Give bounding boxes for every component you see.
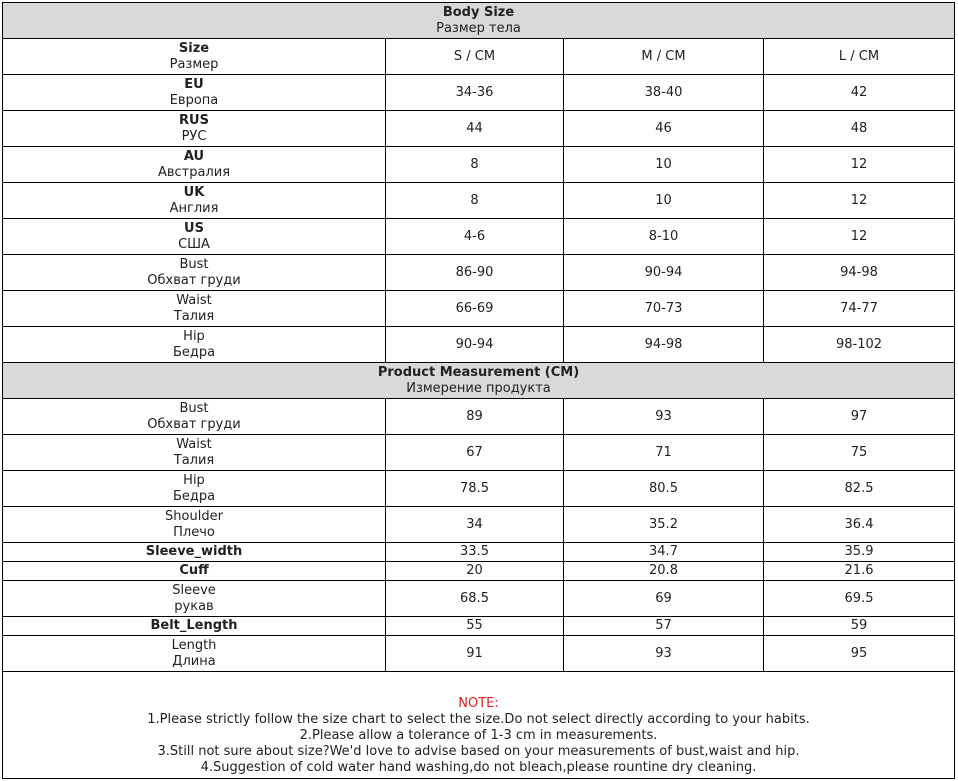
row-label-cell [3,255,386,291]
value-cell: 57 [564,617,764,636]
value-cell: 90-94 [564,255,764,291]
value-cell: 78.5 [386,471,564,507]
value-cell: 21.6 [764,562,955,581]
value-cell: 34-36 [386,75,564,111]
row-label-ru: Австралия [157,164,231,180]
row-label: Waist [176,436,212,452]
product-title: Product Measurement (CM) [377,364,580,380]
size-chart [2,2,954,779]
col-header-l: L / CM [764,39,955,75]
value-cell: 12 [764,183,955,219]
row-label: Sleeve [172,582,216,598]
note-line: 1.Please strictly follow the size chart to select the size.Do not select directly according to your habits. [147,712,810,727]
row-label-ru: Длина [172,653,216,669]
row-label-cell [3,291,386,327]
value-cell: 69 [564,581,764,617]
row-label-cell [3,636,386,672]
row-label-cell [3,435,386,471]
table-row [3,147,955,183]
value-cell: 91 [386,636,564,672]
value-cell: 8 [386,147,564,183]
row-label: Belt_Length [150,618,238,633]
row-label-ru: Талия [173,308,215,324]
value-cell: 90-94 [386,327,564,363]
table-row [3,111,955,147]
product-header-row [3,363,955,399]
row-label: Hip [183,472,205,488]
row-label-ru: рукав [174,598,214,614]
value-cell: 89 [386,399,564,435]
table-row [3,255,955,291]
value-cell: 86-90 [386,255,564,291]
value-cell: 4-6 [386,219,564,255]
row-label: Bust [179,400,209,416]
row-label: Bust [179,256,209,272]
value-cell: 35.2 [564,507,764,543]
row-label: Shoulder [165,508,223,524]
value-cell: 75 [764,435,955,471]
size-header-label: Size [178,40,210,56]
value-cell: 46 [564,111,764,147]
value-cell: 59 [764,617,955,636]
row-label: Waist [176,292,212,308]
note-title: NOTE: [458,696,499,711]
table-row [3,636,955,672]
value-cell: 33.5 [386,543,564,562]
row-label-cell [3,471,386,507]
value-cell: 82.5 [764,471,955,507]
value-cell: 66-69 [386,291,564,327]
table-row [3,219,955,255]
size-table-body [3,3,955,779]
note-line: 4.Suggestion of cold water hand washing,do not bleach,please rountine dry cleaning. [200,760,757,775]
row-label-ru: Бедра [172,344,216,360]
value-cell: 80.5 [564,471,764,507]
table-row [3,291,955,327]
table-row [3,543,955,562]
value-cell: 69.5 [764,581,955,617]
note-line: 2.Please allow a tolerance of 1-3 cm in measurements. [299,728,658,743]
row-label: EU [184,76,204,92]
value-cell: 44 [386,111,564,147]
row-label-cell [3,581,386,617]
value-cell: 12 [764,147,955,183]
table-row [3,75,955,111]
row-label-cell [3,543,386,562]
body-size-title: Body Size [442,4,515,20]
value-cell: 10 [564,183,764,219]
value-cell: 98-102 [764,327,955,363]
value-cell: 67 [386,435,564,471]
value-cell: 55 [386,617,564,636]
value-cell: 35.9 [764,543,955,562]
size-header-row [3,39,955,75]
value-cell: 34 [386,507,564,543]
table-row [3,399,955,435]
row-label-cell [3,147,386,183]
row-label: Hip [183,328,205,344]
value-cell: 97 [764,399,955,435]
value-cell: 74-77 [764,291,955,327]
table-row [3,562,955,581]
value-cell: 95 [764,636,955,672]
value-cell: 10 [564,147,764,183]
table-row [3,507,955,543]
row-label: Length [171,637,217,653]
note-cell [3,672,955,779]
product-subtitle: Измерение продукта [406,380,551,396]
note-row [3,672,955,779]
value-cell: 42 [764,75,955,111]
row-label-ru: Обхват груди [147,272,241,288]
value-cell: 71 [564,435,764,471]
col-header-m: M / CM [564,39,764,75]
value-cell: 12 [764,219,955,255]
row-label-cell [3,562,386,581]
row-label-ru: Европа [169,92,219,108]
row-label-ru: Бедра [172,488,216,504]
table-row [3,435,955,471]
value-cell: 20.8 [564,562,764,581]
value-cell: 20 [386,562,564,581]
row-label-ru: Талия [173,452,215,468]
value-cell: 68.5 [386,581,564,617]
value-cell: 8 [386,183,564,219]
row-label-cell [3,219,386,255]
table-row [3,327,955,363]
row-label-cell [3,327,386,363]
value-cell: 8-10 [564,219,764,255]
row-label: Cuff [179,563,209,578]
row-label: US [184,220,204,236]
value-cell: 93 [564,636,764,672]
row-label-cell [3,507,386,543]
col-header-s: S / CM [386,39,564,75]
row-label-ru: Англия [169,200,219,216]
size-header-label-cell [3,39,386,75]
value-cell: 93 [564,399,764,435]
row-label: Sleeve_width [145,544,243,559]
table-row [3,581,955,617]
body-size-subtitle: Размер тела [436,20,521,36]
product-title-cell [3,363,955,399]
row-label-cell [3,617,386,636]
row-label-cell [3,183,386,219]
row-label: UK [183,184,205,200]
value-cell: 48 [764,111,955,147]
table-row [3,617,955,636]
row-label: RUS [179,112,209,128]
value-cell: 94-98 [564,327,764,363]
row-label-ru: РУС [181,128,207,144]
row-label-ru: Обхват груди [147,416,241,432]
table-row [3,183,955,219]
row-label-cell [3,111,386,147]
row-label-cell [3,75,386,111]
body-size-title-cell [3,3,955,39]
value-cell: 38-40 [564,75,764,111]
row-label-cell [3,399,386,435]
size-header-label-ru: Размер [169,56,219,72]
note-line: 3.Still not sure about size?We'd love to advise based on your measurements of bust,waist and hip. [157,744,800,759]
value-cell: 34.7 [564,543,764,562]
table-row [3,471,955,507]
row-label-ru: Плечо [173,524,215,540]
size-table [2,2,955,779]
value-cell: 70-73 [564,291,764,327]
body-size-header-row [3,3,955,39]
value-cell: 94-98 [764,255,955,291]
value-cell: 36.4 [764,507,955,543]
row-label: AU [183,148,205,164]
row-label-ru: США [178,236,210,252]
